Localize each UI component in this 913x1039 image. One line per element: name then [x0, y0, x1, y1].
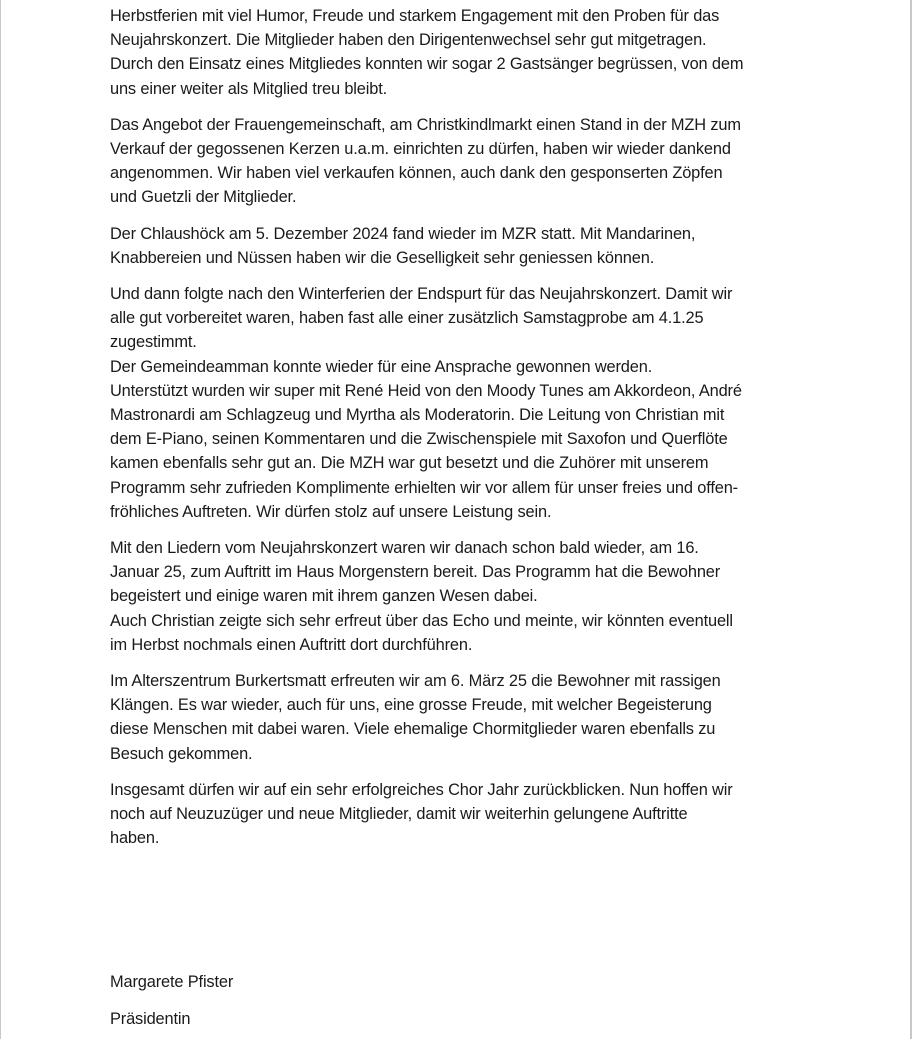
- text-line: Verkauf der gegossenen Kerzen u.a.m. einrichten zu dürfen, haben wir wieder dankend: [110, 140, 731, 159]
- text-line: Insgesamt dürfen wir auf ein sehr erfolgreiches Chor Jahr zurückblicken. Nun hoffen wir: [110, 780, 733, 799]
- text-line: Klängen. Es war wieder, auch für uns, eine grosse Freude, mit welcher Begeisterung: [110, 696, 712, 715]
- text-line: dem E-Piano, seinen Kommentaren und die Zwischenspiele mit Saxofon und Querflöte: [110, 430, 728, 449]
- text-line: Besuch gekommen.: [110, 744, 253, 763]
- text-line: Herbstferien mit viel Humor, Freude und starkem Engagement mit den Proben für das: [110, 7, 720, 25]
- text-line: diese Menschen mit dabei waren. Viele ehemalige Chormitglieder waren ebenfalls zu: [110, 720, 716, 739]
- signature-name: Margarete Pfister: [110, 973, 234, 991]
- text-line: begeistert und einige waren mit ihrem ganzen Wesen dabei.: [110, 587, 538, 606]
- document-body: [110, 4, 810, 863]
- text-line: angenommen. Wir haben viel verkaufen können, auch dank den gesponserten Zöpfen: [110, 164, 723, 183]
- text-line: Auch Christian zeigte sich sehr erfreut über das Echo und meinte, wir könnten eventuell: [110, 611, 733, 630]
- text-line: uns einer weiter als Mitglied treu bleibt.: [110, 79, 388, 98]
- text-line: und Guetzli der Mitglieder.: [110, 188, 297, 207]
- text-line: zugestimmt.: [110, 333, 197, 352]
- text-line: Programm sehr zufrieden Komplimente erhielten wir vor allem für unser freies und offen-: [110, 478, 738, 497]
- text-line: Der Chlaushöck am 5. Dezember 2024 fand wieder im MZR statt. Mit Mandarinen,: [110, 224, 696, 243]
- text-line: Durch den Einsatz eines Mitgliedes konnten wir sogar 2 Gastsänger begrüssen, von dem: [110, 55, 744, 74]
- paragraph-rehearsals: [110, 4, 810, 101]
- text-line: kamen ebenfalls sehr gut an. Die MZH war gut besetzt und die Zuhörer mit unserem: [110, 454, 709, 473]
- text-line: Das Angebot der Frauengemeinschaft, am Christkindlmarkt einen Stand in der MZH zum: [110, 115, 741, 134]
- paragraph-haus-morgenstern: [110, 536, 810, 657]
- paragraph-conclusion: [110, 778, 810, 851]
- text-line: noch auf Neuzuzüger und neue Mitglieder, damit wir weiterhin gelungene Auftritte: [110, 805, 688, 824]
- text-line: alle gut vorbereitet waren, haben fast alle einer zusätzlich Samstagprobe am 4.1.25: [110, 309, 704, 328]
- text-line: haben.: [110, 829, 160, 848]
- text-line: Neujahrskonzert. Die Mitglieder haben den Dirigentenwechsel sehr gut mitgetragen.: [110, 31, 707, 50]
- text-line: Der Gemeindeamman konnte wieder für eine Ansprache gewonnen werden.: [110, 357, 653, 376]
- text-line: Und dann folgte nach den Winterferien der Endspurt für das Neujahrskonzert. Damit wir: [110, 285, 733, 304]
- text-line: Januar 25, zum Auftritt im Haus Morgenstern bereit. Das Programm hat die Bewohner: [110, 563, 721, 582]
- signature-title: Präsidentin: [110, 1010, 191, 1028]
- paragraph-christkindlmarkt: [110, 113, 810, 210]
- paragraph-chlaushoeck: [110, 222, 810, 270]
- text-line: Mastronardi am Schlagzeug und Myrtha als Moderatorin. Die Leitung von Christian mit: [110, 406, 725, 425]
- paragraph-burkertsmatt: [110, 669, 810, 766]
- text-line: Unterstützt wurden wir super mit René Heid von den Moody Tunes am Akkordeon, André: [110, 381, 742, 400]
- text-line: fröhliches Auftreten. Wir dürfen stolz auf unsere Leistung sein.: [110, 502, 552, 521]
- text-line: Im Alterszentrum Burkertsmatt erfreuten wir am 6. März 25 die Bewohner mit rassigen: [110, 672, 721, 691]
- paragraph-neujahrskonzert: [110, 282, 810, 524]
- text-line: Mit den Liedern vom Neujahrskonzert waren wir danach schon bald wieder, am 16.: [110, 539, 699, 558]
- text-line: Knabbereien und Nüssen haben wir die Geselligkeit sehr geniessen können.: [110, 248, 655, 267]
- text-line: im Herbst nochmals einen Auftritt dort durchführen.: [110, 635, 473, 654]
- signature-block: [110, 970, 233, 1031]
